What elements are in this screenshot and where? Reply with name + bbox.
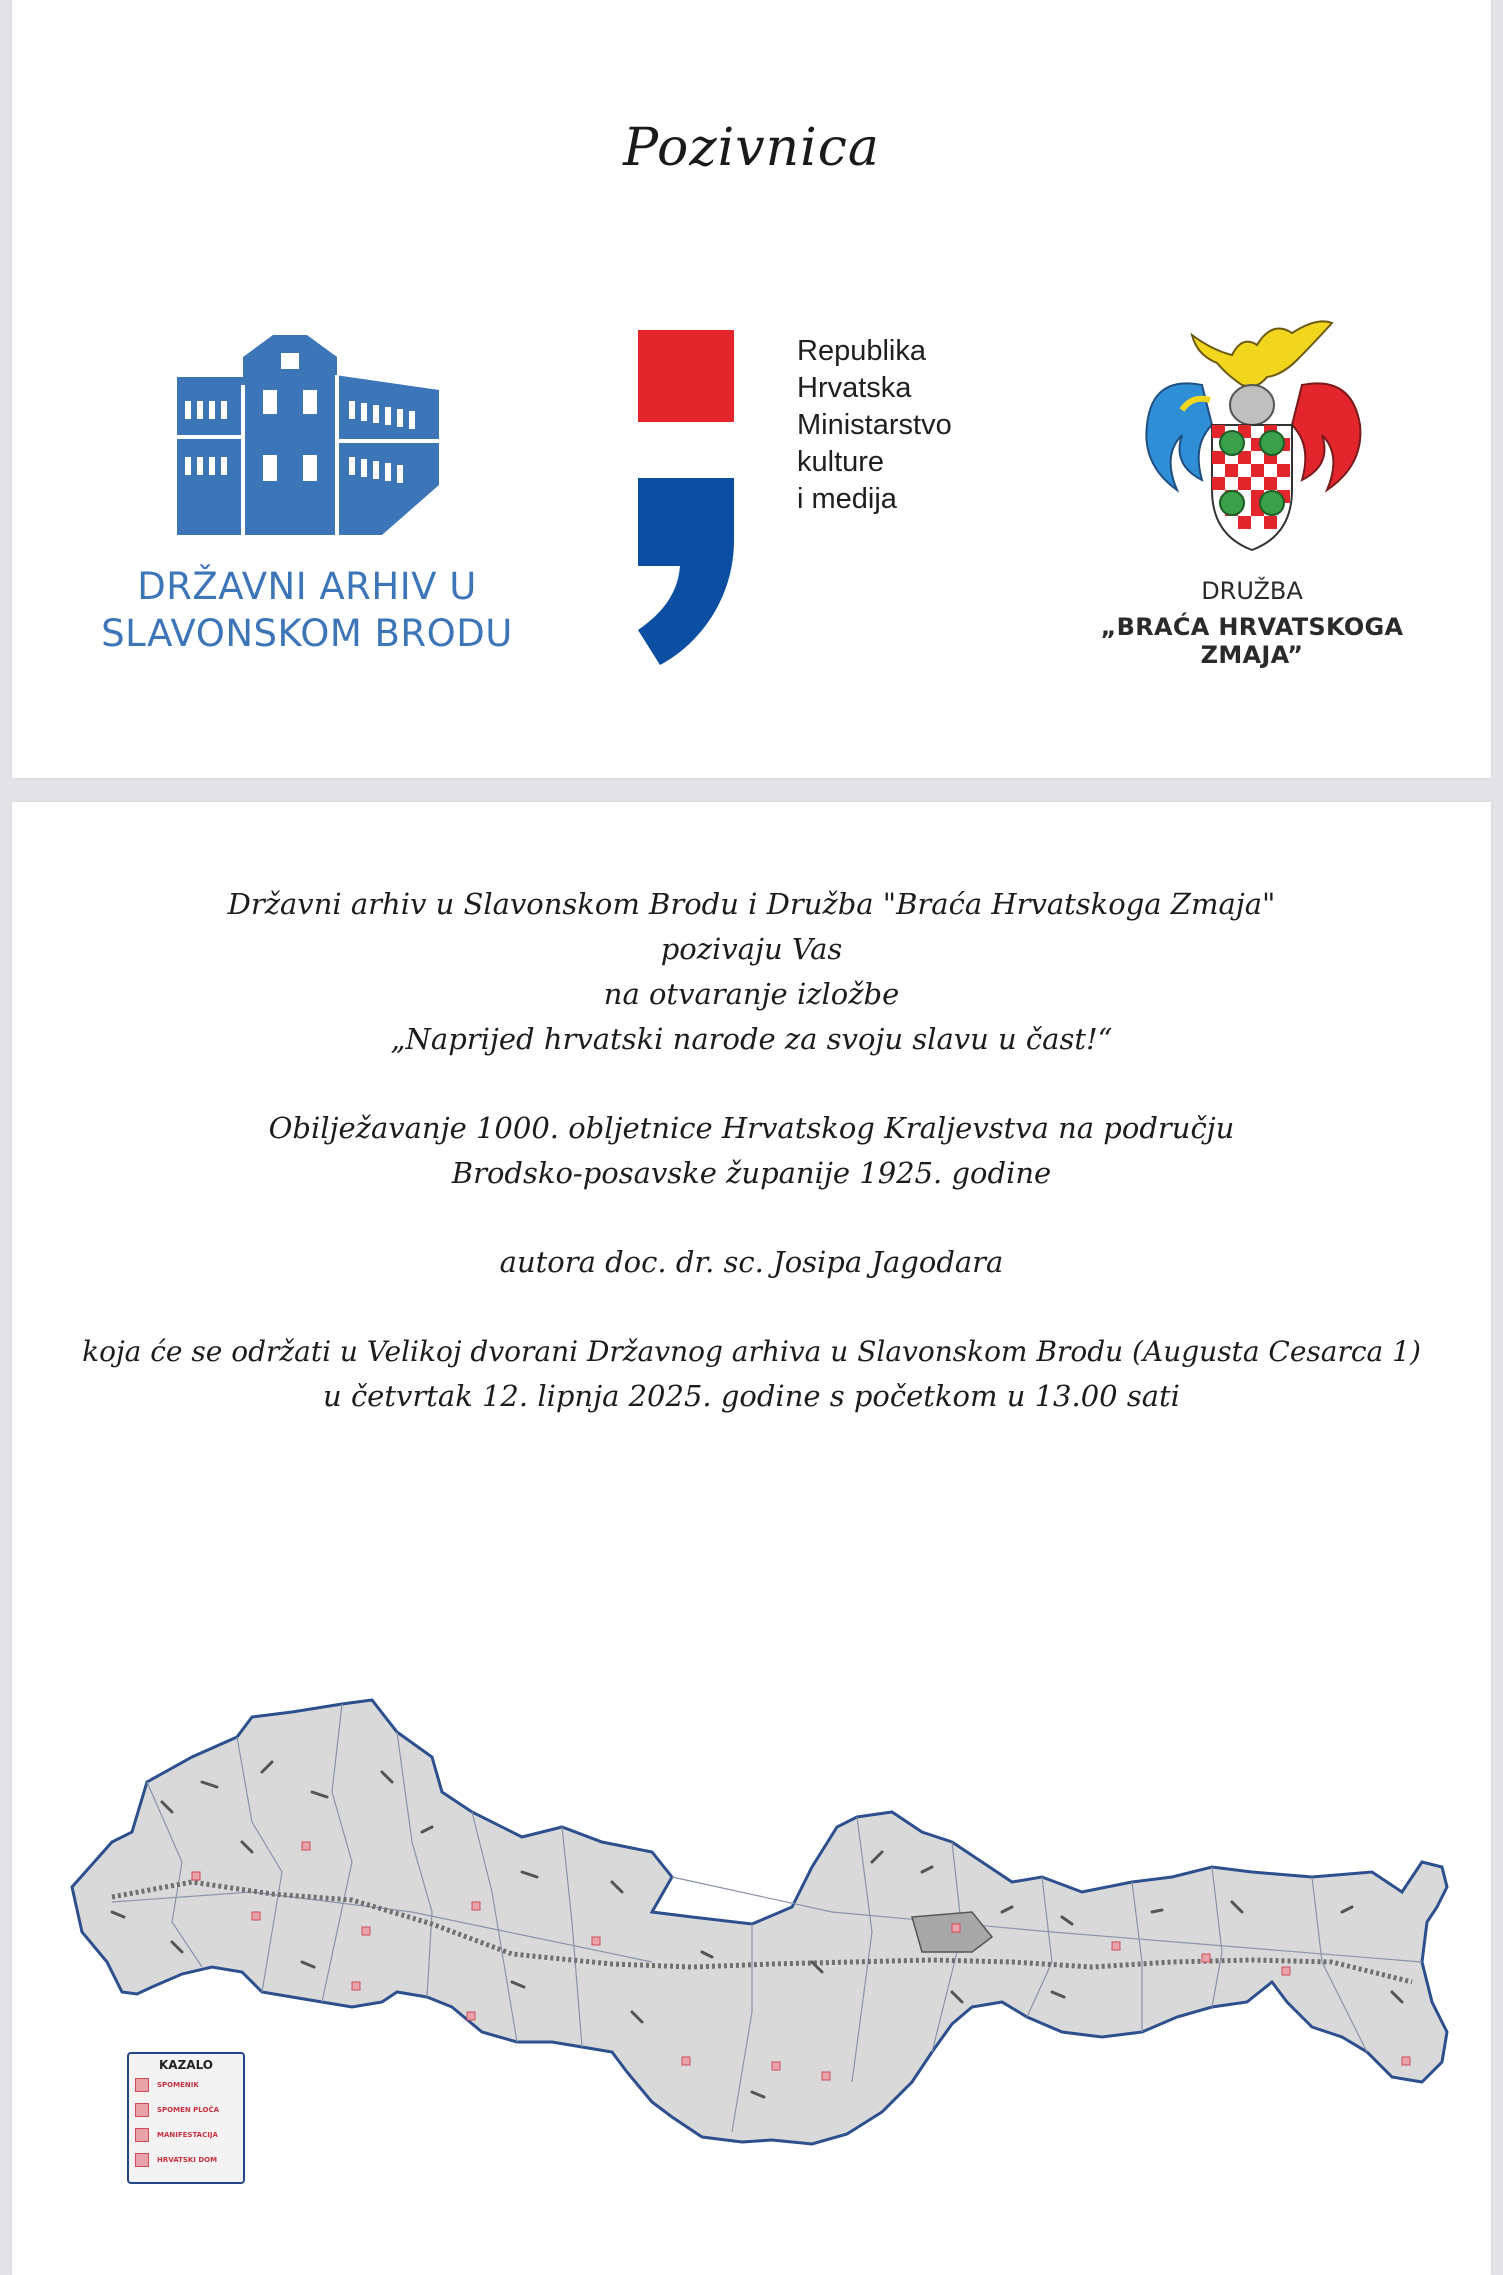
society-logo — [1052, 315, 1452, 669]
ministry-name — [797, 333, 952, 518]
society-name-line2: „BRAĆA HRVATSKOGA ZMAJA” — [1100, 613, 1404, 669]
invitation-card — [12, 802, 1491, 2275]
monument-icon — [135, 2078, 149, 2092]
croatian-home-icon — [135, 2153, 149, 2167]
event-date-time: u četvrtak 12. lipnja 2025. godine s početkom u 13.00 sati — [323, 1379, 1180, 1413]
legend-item — [129, 2122, 243, 2147]
legend-label: HRVATSKI DOM — [157, 2155, 218, 2164]
archive-logo — [72, 335, 542, 665]
ministry-line: Republika — [797, 335, 926, 367]
legend-item — [129, 2147, 243, 2172]
county-outline — [72, 1700, 1447, 2144]
invitation-hosts: Državni arhiv u Slavonskom Brodu i Družba "Braća Hrvatskoga Zmaja" — [227, 887, 1276, 921]
archive-name-line2: SLAVONSKOM BRODU — [101, 612, 513, 655]
archive-name-line1: DRŽAVNI ARHIV U — [137, 565, 477, 608]
map-legend — [127, 2052, 245, 2184]
legend-label: SPOMENIK — [157, 2080, 199, 2089]
event-location: koja će se održati u Velikoj dvorani Državnog arhiva u Slavonskom Brodu (Augusta Cesarca 1) — [82, 1335, 1421, 1368]
header-card — [12, 0, 1491, 778]
legend-label: SPOMEN PLOČA — [157, 2105, 220, 2114]
page-title: Pozivnica — [623, 118, 880, 178]
society-name-line1: DRUŽBA — [1201, 577, 1303, 605]
legend-item — [129, 2097, 243, 2122]
legend-label: MANIFESTACIJA — [157, 2130, 218, 2139]
archive-building-icon — [177, 335, 439, 535]
ministry-line: kulture — [797, 446, 885, 478]
legend-item — [129, 2072, 243, 2097]
dragon-crest-icon — [1132, 315, 1372, 560]
memorial-plaque-icon — [135, 2103, 149, 2117]
event-icon — [135, 2128, 149, 2142]
ministry-line: Ministarstvo — [797, 409, 952, 441]
legend-title: KAZALO — [159, 2058, 213, 2072]
ministry-mark-icon — [638, 330, 748, 670]
exhibition-subtitle: Obilježavanje 1000. obljetnice Hrvatskog Kraljevstva na području — [268, 1111, 1235, 1145]
exhibition-author: autora doc. dr. sc. Josipa Jagodara — [499, 1245, 1004, 1279]
ministry-line: i medija — [797, 483, 897, 515]
ministry-line: Hrvatska — [797, 372, 912, 404]
invitation-line: pozivaju Vas — [660, 932, 843, 966]
exhibition-subtitle-2: Brodsko-posavske županije 1925. godine — [451, 1156, 1052, 1190]
invitation-line: na otvaranje izložbe — [603, 977, 900, 1011]
county-map — [52, 1662, 1472, 2192]
invitation-text — [12, 882, 1491, 1419]
exhibition-title: „Naprijed hrvatski narode za svoju slavu u čast!“ — [390, 1022, 1113, 1056]
